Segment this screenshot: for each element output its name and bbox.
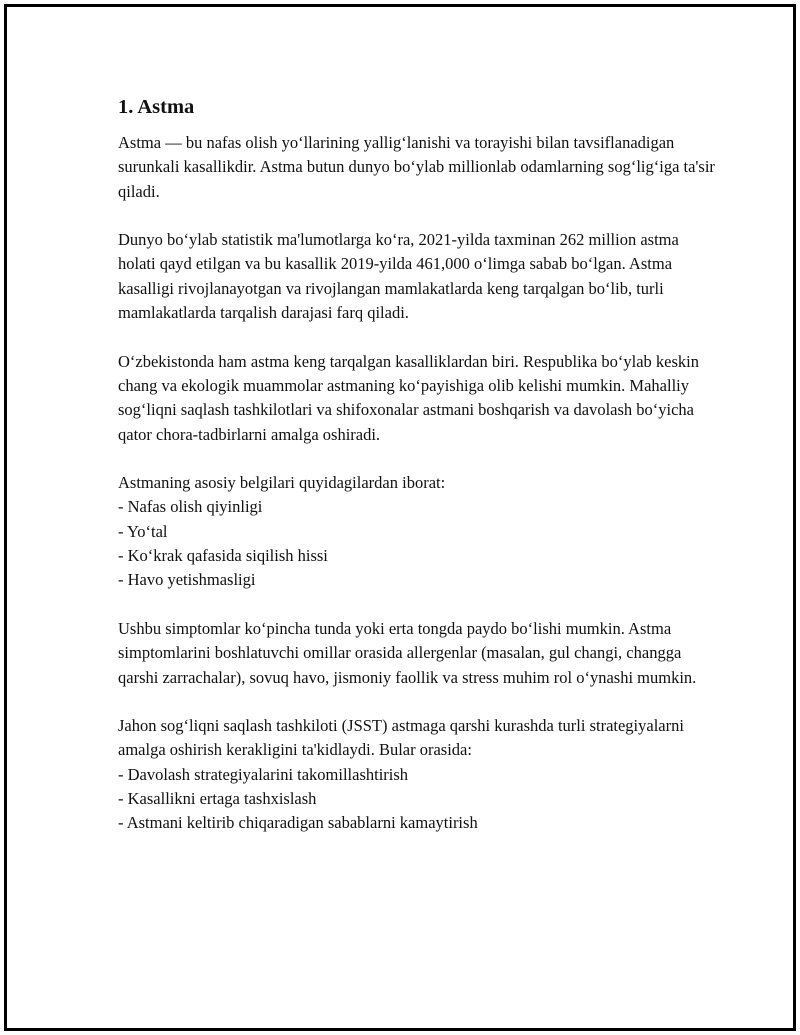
paragraph-world-statistics: Dunyo boʻylab statistik ma'lumotlarga koʻra, 2021-yilda taxminan 262 million astma holati qayd etilgan va bu kasallik 2019-yilda 461,000 oʻlimga sabab boʻlgan. Astma kasalligi rivojlanayotgan va rivojlangan mamlakatlarda keng tarqalgan boʻlib, turli mamlakatlarda tarqalish darajasi farq qiladi. — [118, 230, 679, 323]
paragraph-triggers: Ushbu simptomlar koʻpincha tunda yoki erta tongda paydo boʻlishi mumkin. Astma simptomlarini boshlatuvchi omillar orasida allergenlar (masalan, gul changi, changga qarshi zarrachalar), sovuq havo, jismoniy faollik va stress muhim rol oʻynashi mumkin. — [118, 618, 697, 687]
paragraph-definition: Astma — bu nafas olish yoʻllarining yalligʻlanishi va torayishi bilan tavsiflanadigan surunkali kasallikdir. Astma butun dunyo boʻylab millionlab odamlarning sogʻligʻiga ta'sir qiladi. — [118, 133, 715, 201]
list-item: - Kasallikni ertaga tashxislash — [118, 789, 317, 809]
list-item: - Koʻkrak qafasida siqilish hissi — [118, 546, 328, 566]
strategies-list — [118, 763, 718, 836]
strategies-intro: Jahon sogʻliqni saqlash tashkiloti (JSST) astmaga qarshi kurashda turli strategiyalarni amalga oshirish kerakligini ta'kidlaydi. Bular orasida: — [118, 716, 684, 760]
strategies-section — [118, 714, 718, 835]
list-item: - Havo yetishmasligi — [118, 570, 256, 590]
list-item: - Yoʻtal — [118, 521, 168, 541]
section-title: 1. Astma — [118, 96, 195, 118]
list-item: - Davolash strategiyalarini takomillashtirish — [118, 764, 409, 784]
paragraph-uzbekistan: Oʻzbekistonda ham astma keng tarqalgan kasalliklardan biri. Respublika boʻylab keskin chang va ekologik muammolar astmaning koʻpayishiga olib kelishi mumkin. Mahalliy sogʻliqni saqlash tashkilotlari va shifoxonalar astmani boshqarish va davolash boʻyicha qator chora-tadbirlarni amalga oshiradi. — [118, 351, 700, 444]
symptoms-section — [118, 471, 718, 592]
symptoms-intro: Astmaning asosiy belgilari quyidagilardan iborat: — [118, 473, 446, 493]
symptoms-list — [118, 495, 718, 592]
list-item: - Astmani keltirib chiqaradigan sabablarni kamaytirish — [118, 813, 478, 833]
list-item: - Nafas olish qiyinligi — [118, 497, 263, 517]
document-content — [118, 94, 718, 860]
